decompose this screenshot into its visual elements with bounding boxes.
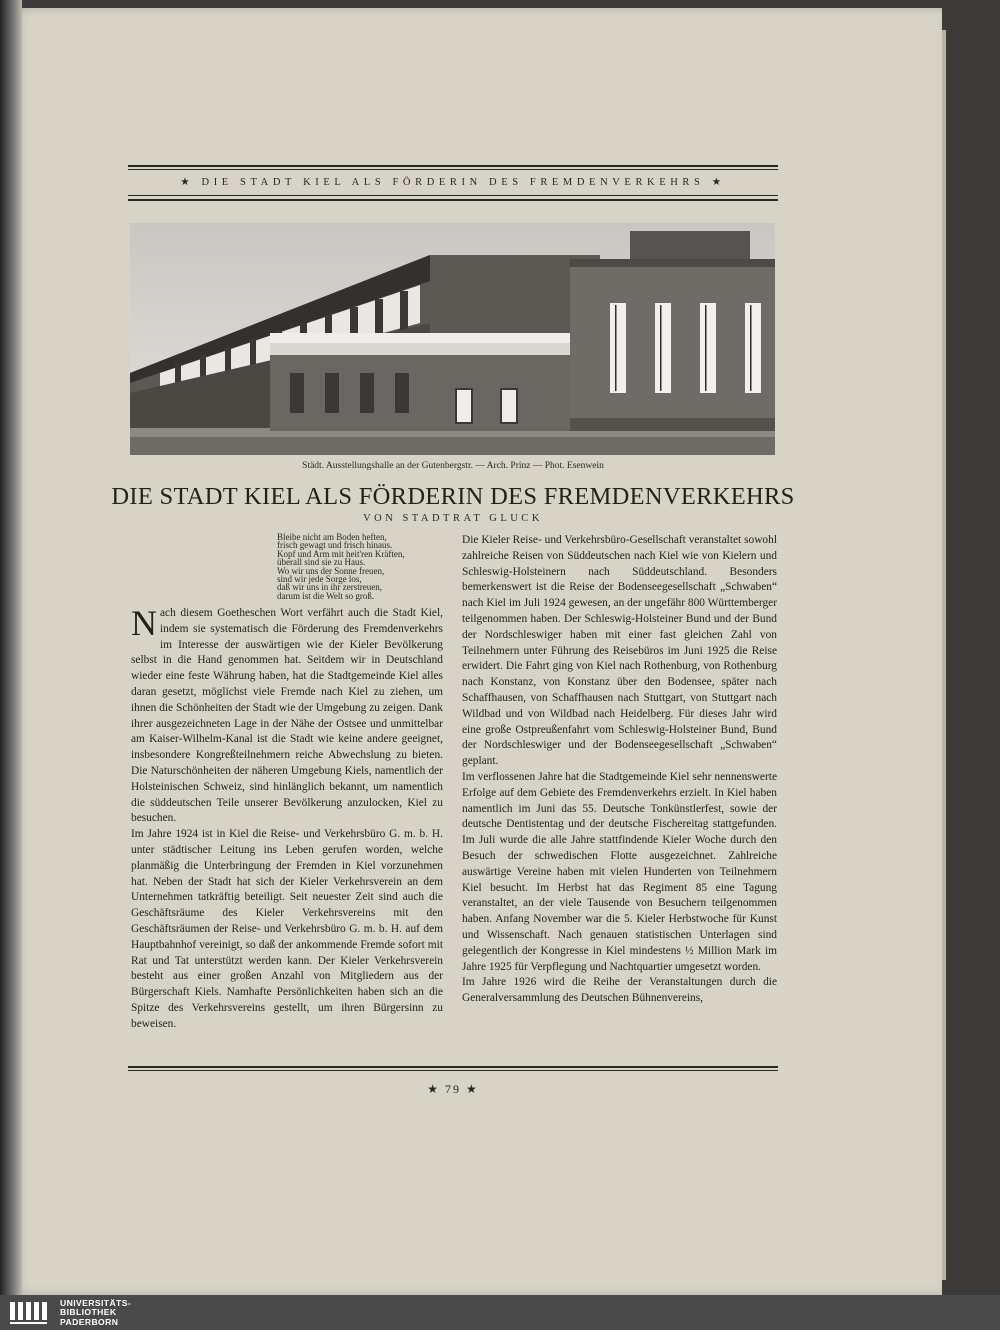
paragraph: Im verflossenen Jahre hat die Stadtgemeinde Kiel sehr nennenswerte Erfolge auf dem Gebiete des Fremdenverkehrs erzielt. In Kiel haben namentlich im Juni das 55. Deutsche Tonkünstlerfest, sowie der deutsche Dentistentag und der deutsche Fischereitag stattgefunden. Im Juli wurde die alle Jahre stattfindende Kieler Woche durch den Besuch der schwedischen Flotte ausgezeichnet. Zahlreiche auswärtige Vereine haben mit vielen Hunderten von Teilnehmern Kiel besucht. Im Herbst hat das Regiment 85 eine Tagung veranstaltet, an der viele Tausende von Besuchern teilgenommen haben. Anfang November war die 5. Kieler Herbstwoche für Kunst und Wissenschaft. Nach genauen statistischen Unterlagen sind gelegentlich der Kongresse in Kiel mindestens ½ Million Mark im Jahre 1925 für Verpflegung und Nachtquartier umgesetzt worden. bbox=[462, 770, 777, 973]
paragraph: Die Kieler Reise- und Verkehrsbüro-Gesellschaft veranstaltet sowohl zahlreiche Reisen von Süddeutschen nach Kiel wie von Kielern und Schleswig-Holsteinern nach Süddeutschland. Besonders bemerkenswert ist die Reise der Bodenseegesellschaft „Schwaben“ nach Kiel im Juli 1924 gewesen, an der ungefähr 800 Württemberger teilgenommen haben. Der Schleswig-Holsteiner Bund und der Bund der Nordschleswiger haben mit einer fast gleichen Zahl von Teilnehmern unter Führung des Reisebüros im Juni 1925 die Reise erwidert. Die Fahrt ging von Kiel nach Rothenburg, von Rothenburg nach Konstanz, von Konstanz über den Bodensee, später nach Schaffhausen, von Schaffhausen nach Stuttgart, von Stuttgart nach Wildbad und von Wildbad nach Heidelberg. Für dieses Jahr wird eine große Ostpreußenfahrt vom Schleswig-Holsteiner Bund, Bund der Nordschleswiger und der Bodenseegesellschaft „Schwaben“ geplant. bbox=[462, 534, 777, 768]
article-byline: VON STADTRAT GLUCK bbox=[363, 513, 543, 524]
library-footer bbox=[0, 1295, 1000, 1330]
paragraph bbox=[131, 603, 443, 827]
exhibition-hall-photo bbox=[130, 223, 775, 455]
footer-rule-top bbox=[128, 1066, 778, 1068]
poem-line: überall sind sie zu Haus. bbox=[277, 557, 366, 568]
header-rule-bottom-thin bbox=[128, 195, 778, 196]
poem-line: daß wir uns in ihr zerstreuen, bbox=[277, 582, 382, 593]
paragraph: Im Jahre 1926 wird die Reihe der Veranstaltungen durch die Generalversammlung des Deutschen Bühnenvereins, bbox=[462, 976, 777, 1005]
poem-line: sind wir jede Sorge los, bbox=[277, 574, 362, 585]
library-name-line: PADERBORN bbox=[60, 1316, 119, 1327]
poem-line: darum ist die Welt so groß. bbox=[277, 590, 375, 601]
goethe-poem bbox=[277, 533, 457, 600]
running-title: ★ DIE STADT KIEL ALS FÖRDERIN DES FREMDENVERKEHRS ★ bbox=[180, 177, 726, 188]
left-column bbox=[131, 603, 443, 1033]
right-column bbox=[462, 533, 777, 1007]
paragraph-text: ach diesem Goetheschen Wort verfährt auch die Stadt Kiel, indem sie systematisch die Förderung des Fremdenverkehrs im Interesse der auswärtigen wie der Kieler Bevölkerung selbst in die Hand genommen hat. Seitdem wir in Deutschland wieder eine feste Währung haben, hat die Stadtgemeinde Kiel alles daran gesetzt, möglichst viele Fremde nach Kiel zu ziehen, um ihnen die Schönheiten der Stadt wie der Umgebung zu zeigen. Dank ihrer ausgezeichneten Lage in der Nähe der Ostsee und unmittelbar am Kaiser-Wilhelm-Kanal ist die Stadt wie keine andere geeignet, insbesondere Kongreßteilnehmern reiche Abwechslung zu bieten. Die Naturschönheiten der näheren Umgebung Kiels, namentlich der Holsteinischen Schweiz, sind hinlänglich bekannt, um namentlich die süddeutschen Teile unserer Bevölkerung anzulocken, Kiel zu besuchen. bbox=[131, 607, 443, 825]
poem-line: Wo wir uns der Sonne freuen, bbox=[277, 565, 385, 576]
page-number: ★ 79 ★ bbox=[427, 1082, 479, 1096]
drop-cap: N bbox=[131, 603, 157, 643]
header-rule-top bbox=[128, 165, 778, 167]
library-name-line: BIBLIOTHEK bbox=[60, 1307, 117, 1318]
library-name bbox=[60, 1299, 131, 1327]
figure-caption: Städt. Ausstellungshalle an der Gutenbergstr. — Arch. Prinz — Phot. Esenwein bbox=[302, 461, 604, 471]
library-name-line: UNIVERSITÄTS- bbox=[60, 1298, 132, 1308]
poem-line: Bleibe nicht am Boden heften, bbox=[277, 532, 387, 542]
library-logo-icon bbox=[8, 1300, 54, 1326]
poem-line: frisch gewagt und frisch hinaus. bbox=[277, 540, 393, 551]
header-rule-top-thin bbox=[128, 169, 778, 170]
article-title: DIE STADT KIEL ALS FÖRDERIN DES FREMDENVERKEHRS bbox=[111, 483, 795, 510]
page-edge bbox=[942, 30, 946, 1280]
book-fold bbox=[0, 0, 22, 1295]
header-rule-bottom bbox=[128, 199, 778, 201]
footer-rule-thin bbox=[128, 1070, 778, 1071]
poem-line: Kopf und Arm mit heit'ren Kräften, bbox=[277, 548, 405, 559]
paragraph: Im Jahre 1924 ist in Kiel die Reise- und Verkehrsbüro G. m. b. H. unter städtischer Leitung ins Leben gerufen worden, welche planmäßig die Unterbringung der Fremden in Kiel vorzunehmen hat. Neben der Stadt hat sich der Kieler Verkehrsverein an dem Unternehmen tatkräftig beteiligt. Seit neuester Zeit sind auch die Geschäftsräume des Kieler Verkehrsvereins mit den Geschäftsräumen der Reise- und Verkehrsbüro G. m. b. H. auf dem Hauptbahnhof vereinigt, so daß der ankommende Fremde sofort mit Rat und Tat unterstützt werden kann. Der Kieler Verkehrsverein besteht aus einer großen Anzahl von Mitgliedern aus der Bürgerschaft Kiels. Namhafte Persönlichkeiten haben sich an die Spitze des Verkehrsvereins gestellt, um ihren Bürgersinn zu beweisen. bbox=[131, 828, 443, 1030]
